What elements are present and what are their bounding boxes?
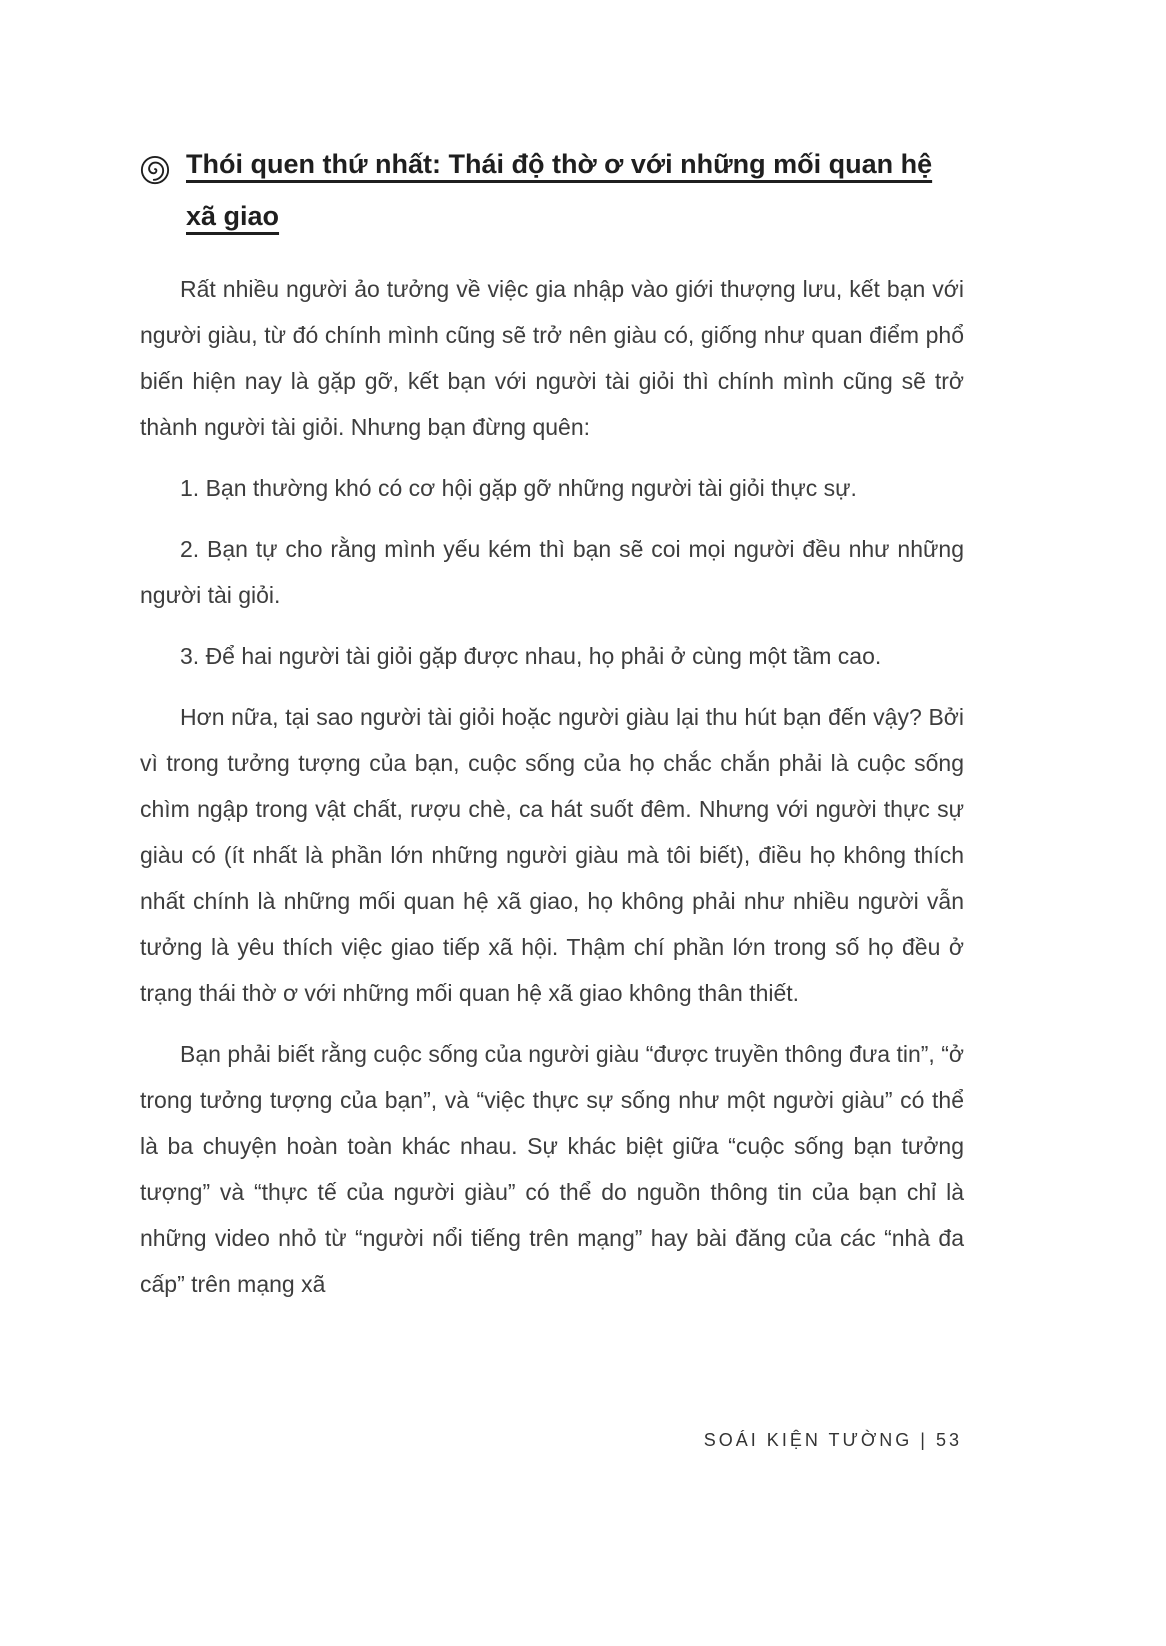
chapter-heading-text: Thói quen thứ nhất: Thái độ thờ ơ với những mối quan hệ xã giao (186, 149, 933, 231)
paragraph-body: Hơn nữa, tại sao người tài giỏi hoặc người giàu lại thu hút bạn đến vậy? Bởi vì trong tưởng tượng của bạn, cuộc sống của họ chắc chắn phải là cuộc sống chìm ngập trong vật chất, rượu chè, ca hát suốt đêm. Nhưng với người thực sự giàu có (ít nhất là phần lớn những người giàu mà tôi biết), điều họ không thích nhất chính là những mối quan hệ xã giao, họ không phải như nhiều người vẫn tưởng là yêu thích việc giao tiếp xã hội. Thậm chí phần lớn trong số họ đều ở trạng thái thờ ơ với những mối quan hệ xã giao không thân thiết. (140, 704, 964, 1006)
page-content (140, 138, 964, 1322)
list-item-1: 1. Bạn thường khó có cơ hội gặp gỡ những người tài giỏi thực sự. (180, 475, 857, 501)
list-item-2: 2. Bạn tự cho rằng mình yếu kém thì bạn sẽ coi mọi người đều như những người tài giỏi. (140, 536, 964, 608)
chapter-heading (140, 138, 964, 242)
spiral-icon (140, 150, 170, 180)
paragraph-intro: Rất nhiều người ảo tưởng về việc gia nhập vào giới thượng lưu, kết bạn với người giàu, từ đó chính mình cũng sẽ trở nên giàu có, giống như quan điểm phổ biến hiện nay là gặp gỡ, kết bạn với người tài giỏi thì chính mình cũng sẽ trở thành người tài giỏi. Nhưng bạn đừng quên: (140, 276, 964, 440)
list-item-3: 3. Để hai người tài giỏi gặp được nhau, họ phải ở cùng một tầm cao. (180, 643, 882, 669)
page-footer: SOÁI KIỆN TƯỜNG | 53 (703, 1430, 962, 1450)
paragraph-body: Bạn phải biết rằng cuộc sống của người giàu “được truyền thông đưa tin”, “ở trong tưởng tượng của bạn”, và “việc thực sự sống như một người giàu” có thể là ba chuyện hoàn toàn khác nhau. Sự khác biệt giữa “cuộc sống bạn tưởng tượng” và “thực tế của người giàu” có thể do nguồn thông tin của bạn chỉ là những video nhỏ từ “người nổi tiếng trên mạng” hay bài đăng của các “nhà đa cấp” trên mạng xã (140, 1041, 964, 1297)
